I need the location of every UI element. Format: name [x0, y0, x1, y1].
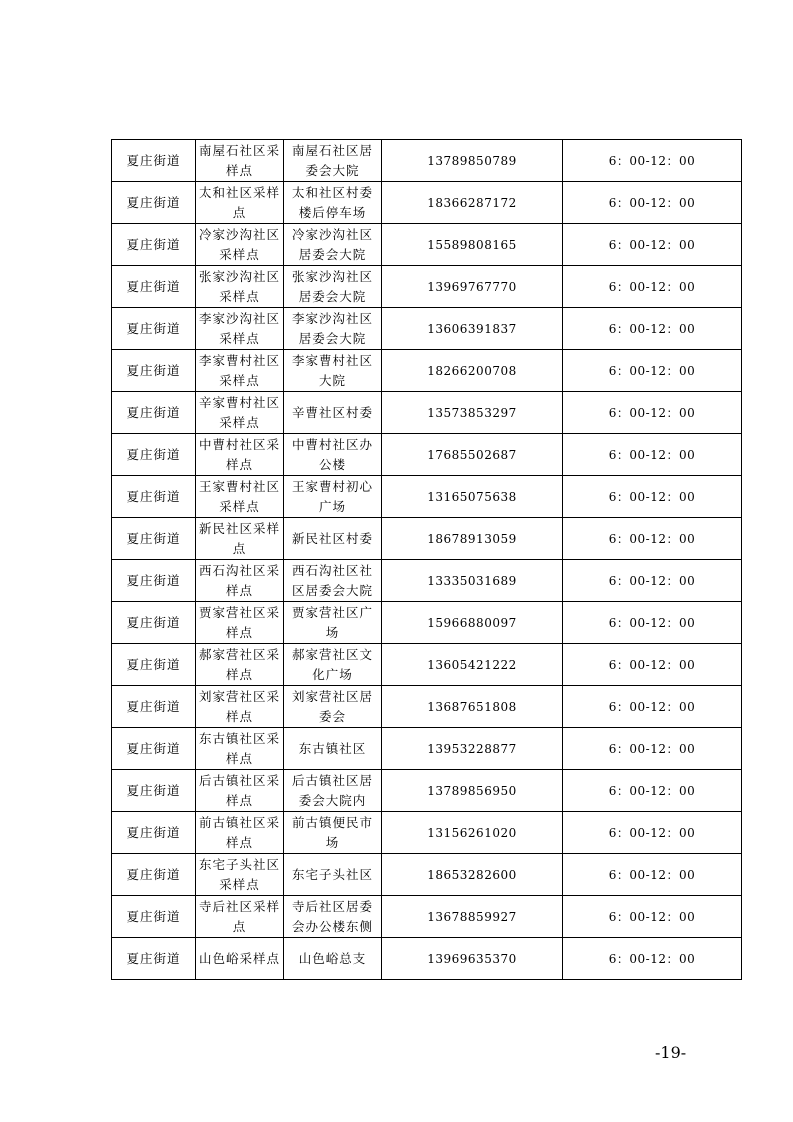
table-row — [112, 938, 742, 980]
street-cell: 夏庄街道 — [112, 560, 196, 602]
site-name-cell: 冷家沙沟社区采样点 — [196, 224, 284, 266]
phone-cell: 18366287172 — [382, 182, 563, 224]
hours-cell: 6：00-12：00 — [563, 476, 742, 518]
site-name-cell: 新民社区采样点 — [196, 518, 284, 560]
street-cell: 夏庄街道 — [112, 140, 196, 182]
hours-cell: 6：00-12：00 — [563, 518, 742, 560]
table-row — [112, 602, 742, 644]
table-row — [112, 140, 742, 182]
phone-cell: 18678913059 — [382, 518, 563, 560]
hours-cell: 6：00-12：00 — [563, 560, 742, 602]
street-cell: 夏庄街道 — [112, 770, 196, 812]
table-row — [112, 476, 742, 518]
street-cell: 夏庄街道 — [112, 896, 196, 938]
street-cell: 夏庄街道 — [112, 350, 196, 392]
phone-cell: 13678859927 — [382, 896, 563, 938]
phone-cell: 13156261020 — [382, 812, 563, 854]
phone-cell: 13606391837 — [382, 308, 563, 350]
site-name-cell: 东古镇社区采样点 — [196, 728, 284, 770]
address-cell: 山色峪总支 — [284, 938, 382, 980]
hours-cell: 6：00-12：00 — [563, 602, 742, 644]
address-cell: 太和社区村委楼后停车场 — [284, 182, 382, 224]
table-row — [112, 518, 742, 560]
site-name-cell: 寺后社区采样点 — [196, 896, 284, 938]
street-cell: 夏庄街道 — [112, 224, 196, 266]
address-cell: 李家曹村社区大院 — [284, 350, 382, 392]
site-name-cell: 西石沟社区采样点 — [196, 560, 284, 602]
address-cell: 前古镇便民市场 — [284, 812, 382, 854]
table-row — [112, 812, 742, 854]
site-name-cell: 刘家营社区采样点 — [196, 686, 284, 728]
address-cell: 李家沙沟社区居委会大院 — [284, 308, 382, 350]
phone-cell: 15589808165 — [382, 224, 563, 266]
hours-cell: 6：00-12：00 — [563, 350, 742, 392]
hours-cell: 6：00-12：00 — [563, 266, 742, 308]
hours-cell: 6：00-12：00 — [563, 644, 742, 686]
street-cell: 夏庄街道 — [112, 686, 196, 728]
site-name-cell: 中曹村社区采样点 — [196, 434, 284, 476]
table-row — [112, 728, 742, 770]
table-row — [112, 308, 742, 350]
address-cell: 刘家营社区居委会 — [284, 686, 382, 728]
hours-cell: 6：00-12：00 — [563, 140, 742, 182]
site-name-cell: 张家沙沟社区采样点 — [196, 266, 284, 308]
table-row — [112, 350, 742, 392]
street-cell: 夏庄街道 — [112, 266, 196, 308]
site-name-cell: 郝家营社区采样点 — [196, 644, 284, 686]
site-name-cell: 太和社区采样点 — [196, 182, 284, 224]
phone-cell: 13789856950 — [382, 770, 563, 812]
phone-cell: 13969767770 — [382, 266, 563, 308]
street-cell: 夏庄街道 — [112, 476, 196, 518]
table-body — [112, 140, 742, 980]
hours-cell: 6：00-12：00 — [563, 854, 742, 896]
street-cell: 夏庄街道 — [112, 308, 196, 350]
table-row — [112, 896, 742, 938]
hours-cell: 6：00-12：00 — [563, 686, 742, 728]
phone-cell: 18653282600 — [382, 854, 563, 896]
hours-cell: 6：00-12：00 — [563, 392, 742, 434]
address-cell: 郝家营社区文化广场 — [284, 644, 382, 686]
table-row — [112, 224, 742, 266]
table-row — [112, 392, 742, 434]
hours-cell: 6：00-12：00 — [563, 770, 742, 812]
address-cell: 新民社区村委 — [284, 518, 382, 560]
site-name-cell: 李家曹村社区采样点 — [196, 350, 284, 392]
table-row — [112, 686, 742, 728]
street-cell: 夏庄街道 — [112, 518, 196, 560]
address-cell: 张家沙沟社区居委会大院 — [284, 266, 382, 308]
site-name-cell: 王家曹村社区采样点 — [196, 476, 284, 518]
hours-cell: 6：00-12：00 — [563, 182, 742, 224]
hours-cell: 6：00-12：00 — [563, 308, 742, 350]
address-cell: 中曹村社区办公楼 — [284, 434, 382, 476]
table-row — [112, 770, 742, 812]
street-cell: 夏庄街道 — [112, 854, 196, 896]
phone-cell: 13969635370 — [382, 938, 563, 980]
table-row — [112, 854, 742, 896]
table-row — [112, 434, 742, 476]
site-name-cell: 前古镇社区采样点 — [196, 812, 284, 854]
site-name-cell: 辛家曹村社区采样点 — [196, 392, 284, 434]
site-name-cell: 李家沙沟社区采样点 — [196, 308, 284, 350]
phone-cell: 13335031689 — [382, 560, 563, 602]
sampling-sites-table — [111, 139, 742, 980]
street-cell: 夏庄街道 — [112, 182, 196, 224]
address-cell: 贾家营社区广场 — [284, 602, 382, 644]
street-cell: 夏庄街道 — [112, 644, 196, 686]
address-cell: 后古镇社区居委会大院内 — [284, 770, 382, 812]
address-cell: 冷家沙沟社区居委会大院 — [284, 224, 382, 266]
street-cell: 夏庄街道 — [112, 602, 196, 644]
phone-cell: 13605421222 — [382, 644, 563, 686]
street-cell: 夏庄街道 — [112, 392, 196, 434]
address-cell: 西石沟社区社区居委会大院 — [284, 560, 382, 602]
phone-cell: 17685502687 — [382, 434, 563, 476]
phone-cell: 13687651808 — [382, 686, 563, 728]
site-name-cell: 山色峪采样点 — [196, 938, 284, 980]
page-number: -19- — [655, 1043, 687, 1062]
hours-cell: 6：00-12：00 — [563, 812, 742, 854]
hours-cell: 6：00-12：00 — [563, 728, 742, 770]
table-row — [112, 266, 742, 308]
table-row — [112, 182, 742, 224]
hours-cell: 6：00-12：00 — [563, 896, 742, 938]
address-cell: 东古镇社区 — [284, 728, 382, 770]
hours-cell: 6：00-12：00 — [563, 434, 742, 476]
site-name-cell: 贾家营社区采样点 — [196, 602, 284, 644]
phone-cell: 15966880097 — [382, 602, 563, 644]
street-cell: 夏庄街道 — [112, 728, 196, 770]
site-name-cell: 东宅子头社区采样点 — [196, 854, 284, 896]
street-cell: 夏庄街道 — [112, 434, 196, 476]
street-cell: 夏庄街道 — [112, 812, 196, 854]
phone-cell: 18266200708 — [382, 350, 563, 392]
street-cell: 夏庄街道 — [112, 938, 196, 980]
site-name-cell: 南屋石社区采样点 — [196, 140, 284, 182]
address-cell: 东宅子头社区 — [284, 854, 382, 896]
address-cell: 王家曹村初心广场 — [284, 476, 382, 518]
table-row — [112, 644, 742, 686]
address-cell: 寺后社区居委会办公楼东侧 — [284, 896, 382, 938]
phone-cell: 13953228877 — [382, 728, 563, 770]
hours-cell: 6：00-12：00 — [563, 224, 742, 266]
address-cell: 辛曹社区村委 — [284, 392, 382, 434]
table-row — [112, 560, 742, 602]
address-cell: 南屋石社区居委会大院 — [284, 140, 382, 182]
phone-cell: 13789850789 — [382, 140, 563, 182]
phone-cell: 13165075638 — [382, 476, 563, 518]
phone-cell: 13573853297 — [382, 392, 563, 434]
hours-cell: 6：00-12：00 — [563, 938, 742, 980]
site-name-cell: 后古镇社区采样点 — [196, 770, 284, 812]
